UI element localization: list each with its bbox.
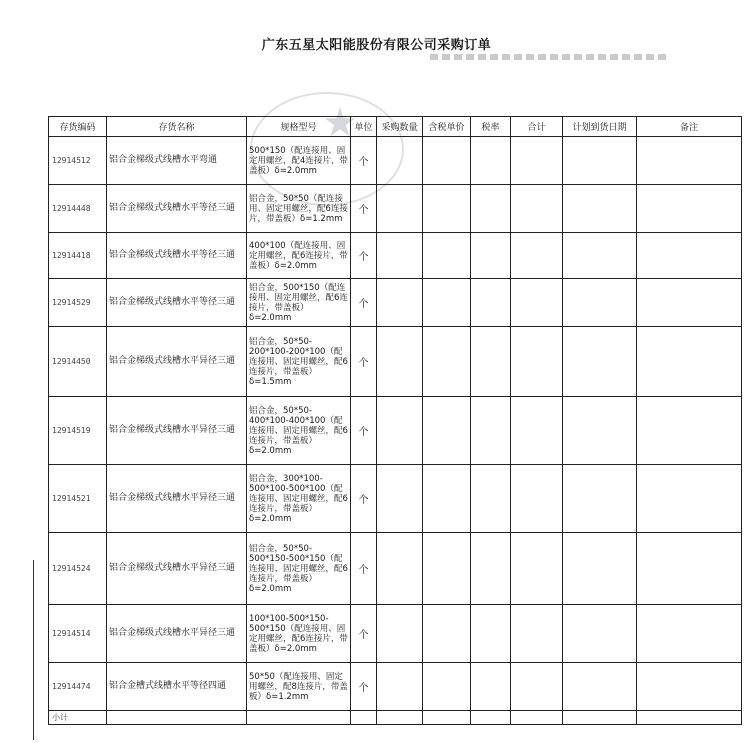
cell-unit-price (423, 465, 471, 533)
cell-total (511, 327, 563, 397)
col-header-total: 合计 (511, 117, 563, 137)
cell-delivery-date (563, 137, 637, 185)
table-row (49, 233, 742, 279)
col-header-code: 存货编码 (49, 117, 107, 137)
cell-delivery-date (563, 279, 637, 327)
cell-unit: 个 (351, 663, 377, 711)
cell-tax-rate (471, 533, 511, 605)
cell-unit: 个 (351, 327, 377, 397)
cell-unit-price (423, 233, 471, 279)
cell-delivery-date (563, 233, 637, 279)
cell-total (511, 233, 563, 279)
cell-spec: 铝合金，50*50（配连接用、固定用螺丝，配6连接片，带盖板）δ=1.2mm (247, 185, 351, 233)
cell-delivery-date (563, 465, 637, 533)
document-title: 广东五星太阳能股份有限公司采购订单 (261, 38, 492, 53)
cell-quantity (377, 137, 423, 185)
cell-unit: 个 (351, 397, 377, 465)
subtotal-cell (471, 711, 511, 725)
cell-quantity (377, 327, 423, 397)
cell-unit: 个 (351, 279, 377, 327)
cell-tax-rate (471, 397, 511, 465)
cell-delivery-date (563, 185, 637, 233)
cell-code: 12914519 (49, 397, 107, 465)
cell-spec: 400*100（配连接用、固定用螺丝，配6连接片，带盖板）δ=2.0mm (247, 233, 351, 279)
cell-name: 铝合金梯级式线槽水平弯通 (107, 137, 247, 185)
col-header-remarks: 备注 (637, 117, 742, 137)
cell-unit-price (423, 663, 471, 711)
cell-spec: 铝合金，500*150（配连接用、固定用螺丝，配6连接片，带盖板）δ=2.0mm (247, 279, 351, 327)
cell-delivery-date (563, 397, 637, 465)
cell-remarks (637, 185, 742, 233)
cell-remarks (637, 327, 742, 397)
subtotal-cell (637, 711, 742, 725)
subtotal-cell (107, 711, 247, 725)
cell-remarks (637, 279, 742, 327)
col-header-name: 存货名称 (107, 117, 247, 137)
subtotal-cell (423, 711, 471, 725)
table-row (49, 397, 742, 465)
cell-name: 铝合金梯级式线槽水平异径三通 (107, 397, 247, 465)
cell-unit: 个 (351, 533, 377, 605)
header-smudge (430, 54, 670, 60)
cell-unit: 个 (351, 605, 377, 663)
cell-delivery-date (563, 327, 637, 397)
purchase-order-table (48, 116, 742, 725)
table-row (49, 279, 742, 327)
cell-total (511, 533, 563, 605)
cell-tax-rate (471, 137, 511, 185)
cell-total (511, 465, 563, 533)
cell-unit: 个 (351, 137, 377, 185)
cell-name: 铝合金梯级式线槽水平等径三通 (107, 233, 247, 279)
col-header-delivery-date: 计划到货日期 (563, 117, 637, 137)
cell-remarks (637, 663, 742, 711)
cell-tax-rate (471, 327, 511, 397)
table-row (49, 605, 742, 663)
cell-tax-rate (471, 605, 511, 663)
cell-total (511, 663, 563, 711)
cell-delivery-date (563, 663, 637, 711)
subtotal-cell (377, 711, 423, 725)
cell-remarks (637, 465, 742, 533)
cell-spec: 100*100-500*150-500*150（配连接用、固定用螺丝，配6连接片，带盖板）δ=2.0mm (247, 605, 351, 663)
col-header-unit: 单位 (351, 117, 377, 137)
table-row (49, 465, 742, 533)
col-header-tax-rate: 税率 (471, 117, 511, 137)
cell-quantity (377, 279, 423, 327)
cell-spec: 铝合金，300*100-500*100-500*100（配连接用、固定用螺丝，配6连接片，带盖板）δ=2.0mm (247, 465, 351, 533)
cell-code: 12914514 (49, 605, 107, 663)
cell-code: 12914521 (49, 465, 107, 533)
cell-code: 12914512 (49, 137, 107, 185)
subtotal-cell (563, 711, 637, 725)
table-row (49, 137, 742, 185)
cell-code: 12914474 (49, 663, 107, 711)
cell-quantity (377, 533, 423, 605)
cell-unit-price (423, 137, 471, 185)
cell-spec: 铝合金，50*50-400*100-400*100（配连接用、固定用螺丝，配6连接片，带盖板）δ=2.0mm (247, 397, 351, 465)
cell-name: 铝合金梯级式线槽水平异径三通 (107, 465, 247, 533)
seal-star-icon: ★ (322, 100, 358, 146)
cell-unit: 个 (351, 233, 377, 279)
cell-name: 铝合金梯级式线槽水平等径三通 (107, 279, 247, 327)
cell-spec: 500*150（配连接用、固定用螺丝，配4连接片，带盖板）δ=2.0mm (247, 137, 351, 185)
cell-name: 铝合金梯级式线槽水平等径三通 (107, 185, 247, 233)
cell-name: 铝合金梯级式线槽水平异径三通 (107, 605, 247, 663)
table-row (49, 327, 742, 397)
cell-code: 12914448 (49, 185, 107, 233)
subtotal-cell (351, 711, 377, 725)
cell-code: 12914450 (49, 327, 107, 397)
cell-code: 12914524 (49, 533, 107, 605)
cell-total (511, 605, 563, 663)
cell-spec: 50*50（配连接用、固定用螺丝，配8连接片，带盖板）δ=1.2mm (247, 663, 351, 711)
cell-tax-rate (471, 233, 511, 279)
cell-spec: 铝合金，50*50-500*150-500*150（配连接用、固定用螺丝，配6连接片，带盖板）δ=2.0mm (247, 533, 351, 605)
cell-unit: 个 (351, 185, 377, 233)
cell-quantity (377, 185, 423, 233)
col-header-unit-price: 含税单价 (423, 117, 471, 137)
cell-code: 12914529 (49, 279, 107, 327)
cell-code: 12914418 (49, 233, 107, 279)
cell-quantity (377, 465, 423, 533)
cell-spec: 铝合金，50*50-200*100-200*100（配连接用、固定用螺丝，配6连接片，带盖板）δ=1.5mm (247, 327, 351, 397)
cell-quantity (377, 663, 423, 711)
subtotal-row (49, 711, 742, 725)
cell-tax-rate (471, 465, 511, 533)
cell-name: 铝合金梯级式线槽水平异径三通 (107, 533, 247, 605)
cell-unit-price (423, 397, 471, 465)
cell-tax-rate (471, 185, 511, 233)
cell-remarks (637, 533, 742, 605)
cell-remarks (637, 397, 742, 465)
cell-remarks (637, 605, 742, 663)
subtotal-cell (247, 711, 351, 725)
cell-quantity (377, 233, 423, 279)
cell-unit-price (423, 533, 471, 605)
col-header-spec: 规格型号 (247, 117, 351, 137)
cell-quantity (377, 605, 423, 663)
cell-unit: 个 (351, 465, 377, 533)
cell-delivery-date (563, 605, 637, 663)
table-row (49, 533, 742, 605)
cell-tax-rate (471, 279, 511, 327)
cell-total (511, 137, 563, 185)
cell-unit-price (423, 327, 471, 397)
col-header-quantity: 采购数量 (377, 117, 423, 137)
cell-unit-price (423, 605, 471, 663)
cell-name: 铝合金槽式线槽水平等径四通 (107, 663, 247, 711)
cell-remarks (637, 233, 742, 279)
subtotal-cell (511, 711, 563, 725)
cell-unit-price (423, 185, 471, 233)
cell-tax-rate (471, 663, 511, 711)
cell-total (511, 279, 563, 327)
cell-remarks (637, 137, 742, 185)
cell-total (511, 185, 563, 233)
cell-quantity (377, 397, 423, 465)
scan-edge-line (33, 560, 34, 740)
cell-name: 铝合金梯级式线槽水平异径三通 (107, 327, 247, 397)
cell-delivery-date (563, 533, 637, 605)
table-row (49, 663, 742, 711)
cell-total (511, 397, 563, 465)
table-row (49, 185, 742, 233)
table-header-row (49, 117, 742, 137)
subtotal-label: 小计 (49, 711, 107, 725)
cell-unit-price (423, 279, 471, 327)
